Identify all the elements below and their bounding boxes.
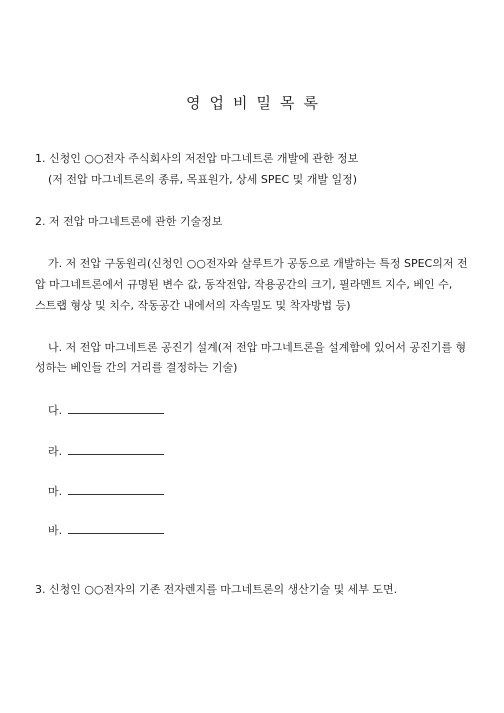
blank-item-label: 다.	[48, 404, 63, 417]
section-1-heading: 1. 신청인 ○○전자 주식회사의 저전압 마그네트론 개발에 관한 정보	[35, 152, 359, 165]
blank-item-ma	[48, 483, 164, 499]
blank-item-label: 바.	[48, 524, 63, 537]
blank-underline	[68, 402, 164, 414]
blank-item-da	[48, 402, 164, 418]
blank-item-label: 라.	[48, 445, 63, 458]
blank-underline	[68, 443, 164, 455]
section-2-heading: 2. 저 전압 마그네트론에 관한 기술정보	[35, 215, 223, 228]
blank-underline	[68, 483, 164, 495]
section-2-ga-line-2: 압 마그네트론에서 규명된 변수 값, 동작전압, 작용공간의 크기, 필라멘트 지수, 베인 수,	[35, 278, 453, 291]
section-2-na-line-2: 성하는 베인들 간의 거리를 결정하는 기술)	[35, 361, 238, 374]
blank-underline	[68, 522, 164, 534]
blank-item-ra	[48, 443, 164, 459]
section-2-ga-line-1: 가. 저 전압 구동원리(신청인 ○○전자와 살루트가 공동으로 개발하는 특정 SPEC의저 전	[48, 257, 468, 270]
section-3-heading: 3. 신청인 ○○전자의 기존 전자렌지를 마그네트론의 생산기술 및 세부 도면.	[35, 583, 398, 596]
document-title: 영업비밀목록	[186, 94, 327, 112]
section-2-ga-line-3: 스트랩 형상 및 치수, 작동공간 내에서의 자속밀도 및 착자방법 등)	[35, 299, 351, 312]
section-1-detail: (저 전압 마그네트론의 종류, 목표원가, 상세 SPEC 및 개발 일정)	[48, 173, 358, 186]
blank-item-label: 마.	[48, 485, 63, 498]
blank-item-ba	[48, 522, 164, 538]
section-2-na-line-1: 나. 저 전압 마그네트론 공진기 설계(저 전압 마그네트론을 설계함에 있어서 공진기를 형	[48, 341, 467, 354]
